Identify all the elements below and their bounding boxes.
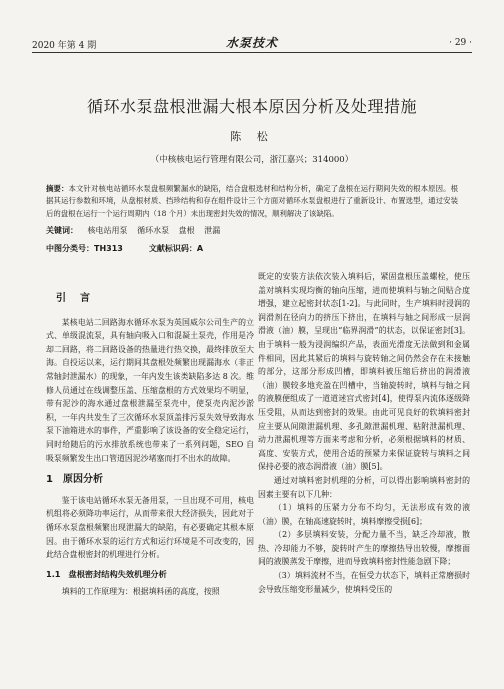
subsection-paragraph: 填料的工作原理为：根据填料函的高度，按照 — [61, 587, 220, 597]
clc-value: TH313 — [94, 244, 123, 253]
doc-code-label: 文献标识码： — [148, 244, 197, 253]
keywords-label: 关键词： — [46, 226, 78, 235]
abstract — [46, 183, 458, 220]
section-heading: 1 原因分析 — [46, 474, 103, 486]
issue-label: 2020 年第 4 期 — [32, 41, 97, 51]
section-paragraph: 鉴于该电站循环水泵无备用泵，一旦出现不可用，核电机组将必须降功率运行，从而带来很大经济损失，因此对于循环水泵盘根频繁出现泄漏大的缺陷，有必要确定其根本原因。由于循环水泵的运行方式和运行环境是不可改变的，因此结合盘根密封的机理进行分析。 — [46, 495, 254, 560]
right-column — [258, 270, 470, 596]
intro-paragraph: 某核电站二回路海水循环水泵为英国威尔公司生产的立式、单级混流泵，具有轴向吸入口和混凝土泵壳，作用是冷却二回路，将二回路设备的热量进行热交换，最终排放至大海。自投运以来，运行期间其盘根处频繁出现漏海水（非正常轴封泄漏水）的现象，一年内发生该类缺陷多达 8 次。维修人员通过在线调整压盖、压缩盘根的方式效果均不明显，带有泥沙的海水通过盘根泄漏至泵壳中，使泵壳内泥沙淤积，一年内共发生了三次循环水泵顶盖排污泵失效导致海水泵下油箱进水的事件，严重影响了该设备的安全稳定运行，同时给随后的污水排放系统也带来了一系列问题，SEO 自吸泵频繁发生出口管道因泥沙堵塞而打不出水的故障。 — [46, 317, 254, 463]
clc-label: 中图分类号： — [46, 244, 94, 253]
classification-line — [46, 243, 458, 254]
intro-heading: 引 言 — [56, 293, 90, 304]
keyword: 循环水泵 — [137, 226, 170, 235]
abstract-text: 本文针对核电站循环水泵盘根频繁漏水的缺陷，结合盘根选材和结构分析，确定了盘根在运行期间失效的根本原因。根据其运行参数和环境，从盘根材质、挡珍结构和存在组件设计三个方面对循环水泵盘根进行了重新设计、布置选型，通过安装后的盘根在运行一个运行周期内（18 个月）未出现密封失效的情况，顺利解决了该缺陷。 — [46, 184, 458, 218]
doc-code-value: A — [196, 244, 204, 253]
journal-name: 水泵技术 — [225, 36, 278, 50]
list-item: （3）填料流材不当，在恒受力状态下，填料正常磨损时会导致压缩变形量减少，使填料受压的 — [258, 571, 470, 594]
article-affiliation: （中核核电运行管理有限公司，浙江嘉兴；314000） — [150, 155, 354, 165]
keyword: 泄漏 — [204, 226, 221, 235]
header-divider — [32, 52, 472, 53]
keyword: 核电站用泵 — [87, 226, 128, 235]
list-item: （1）填料的压紧力分布不均匀，无法形成有效的液（油）膜，在轴高速旋转时，填料摩擦受损[6]； — [258, 503, 470, 526]
running-header — [32, 36, 472, 52]
left-column — [46, 292, 254, 599]
list-item: （2）多层填料安装，分配力量不当，缺乏冷却液，散热、冷却能力不够，旋转时产生的摩擦热导出较慢，摩擦面间的液膜蒸发干摩擦，进而导致填料密封性能急剧下降； — [258, 530, 470, 567]
article-author: 陈 松 — [230, 130, 274, 143]
page-number: · 29 · — [449, 38, 472, 48]
body-paragraph: 通过对填料密封机理的分析，可以得出影响填料密封的因素主要有以下几种： — [258, 475, 470, 499]
article-title: 循环水泵盘根泄漏大根本原因分析及处理措施 — [86, 97, 417, 116]
abstract-label: 摘要： — [46, 184, 69, 193]
subsection-heading: 1.1 盘根密封结构失效机理分析 — [46, 568, 167, 579]
keywords-line — [46, 225, 458, 236]
keyword: 盘根 — [178, 226, 195, 235]
body-paragraph: 既定的安装方法依次装入填料后，紧固盘根压盖螺栓，使压盖对填料实现均衡的轴向压缩，进而使填料与轴之间贴合度增强，建立起密封状态[1-2]。与此同时，生产填料时浸润的润滑剂在径向力的挤压下挤出，在填料与轴之间形成一层润滑液（油）膜，呈现出“临界润滑”的状态，以保证密封[3]。由于填料一般为浸润编织产品，表面光滑度无法做到和金属件相同，因此其紧后的填料与旋转轴之间仍然会存在未接触的部分，这部分形成凹槽，即填料被压缩后挤出的润滑液（油）膜较多地充盈在凹槽中，当轴旋转时，填料与轴之间的液膜便组成了一道道迷宫式密封[4]，使得泵内流体逐级降压受阻，从而达到密封的效果。由此可见良好的软填料密封应主要从间隙泄漏机理、多孔隙泄漏机理、粘附泄漏机理、动力泄漏机理等方面来考虑和分析，必须根据填料的材质、高度、安装方式，使用合适的预紧力来保证旋转与填料之间保持必要的液态润滑液（油）膜[5]。 — [258, 272, 470, 472]
